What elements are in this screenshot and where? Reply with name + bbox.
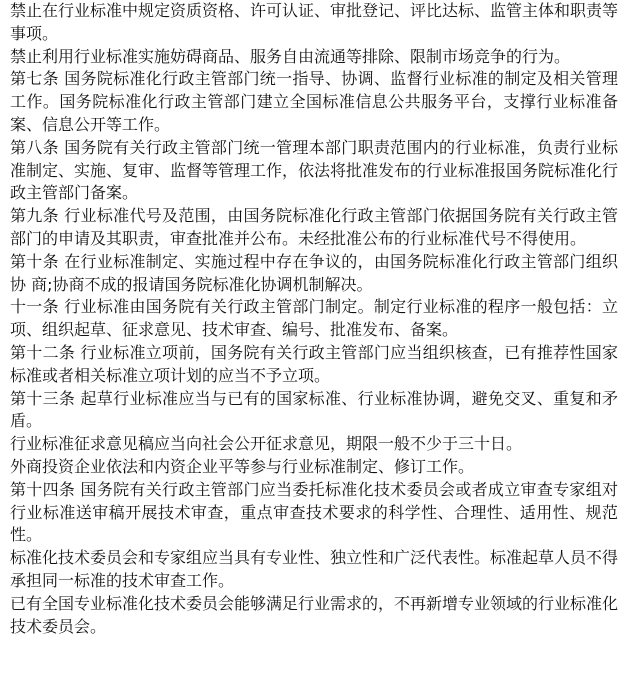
paragraph-article-9: 第九条 行业标准代号及范围，由国务院标准化行政主管部门依据国务院有关行政主管部门的申请及其职责，审查批准并公布。未经批准公布的行业标准代号不得使用。 bbox=[10, 206, 618, 248]
paragraph-article-7: 第七条 国务院标准化行政主管部门统一指导、协调、监督行业标准的制定及相关管理工作。国务院标准化行政主管部门建立全国标准信息公共服务平台，支撑行业标准备案、信息公开等工作。 bbox=[10, 69, 618, 134]
paragraph-public-comment: 行业标准征求意见稿应当向社会公开征求意见，期限一般不少于三十日。 bbox=[10, 434, 523, 454]
paragraph-article-8: 第八条 国务院有关行政主管部门统一管理本部门职责范围内的行业标准，负责行业标准制定、实施、复审、监督等管理工作，依法将批准发布的行业标准报国务院标准化行政主管部门备案。 bbox=[10, 137, 619, 203]
paragraph-article-12: 第十二条 行业标准立项前，国务院有关行政主管部门应当组织核查，已有推荐性国家标准或者相关标准立项计划的应当不予立项。 bbox=[10, 342, 618, 385]
paragraph-existing-committee: 已有全国专业标准化技术委员会能够满足行业需求的，不再新增专业领域的行业标准化技术委员会。 bbox=[10, 593, 619, 636]
paragraph-article-10: 第十条 在行业标准制定、实施过程中存在争议的，由国务院标准化行政主管部门组织协 商;协商不成的报请国务院标准化协调机制解决。 bbox=[10, 251, 618, 294]
paragraph-article-13: 第十三条 起草行业标准应当与已有的国家标准、行业标准协调，避免交叉、重复和矛盾。 bbox=[10, 388, 618, 431]
paragraph-article-14: 第十四条 国务院有关行政主管部门应当委托标准化技术委员会或者成立审查专家组对行业标准送审稿开展技术审查，重点审查技术要求的科学性、合理性、适用性、规范性。 bbox=[10, 479, 618, 545]
paragraph-committee-requirements: 标准化技术委员会和专家组应当具有专业性、独立性和广泛代表性。标准起草人员不得承担同一标准的技术审查工作。 bbox=[10, 548, 619, 590]
paragraph-foreign-investment: 外商投资企业依法和内资企业平等参与行业标准制定、修订工作。 bbox=[10, 456, 475, 476]
paragraph-prohibit-competition: 禁止利用行业标准实施妨碍商品、服务自由流通等排除、限制市场竞争的行为。 bbox=[10, 46, 571, 66]
paragraph-article-11: 十一条 行业标准由国务院有关行政主管部门制定。制定行业标准的程序一般包括：立项、组织起草、征求意见、技术审查、编号、批准发布、备案。 bbox=[10, 297, 618, 340]
paragraph-prohibit-qualifications: 禁止在行业标准中规定资质资格、许可认证、审批登记、评比达标、监管主体和职责等事项。 bbox=[10, 1, 619, 43]
